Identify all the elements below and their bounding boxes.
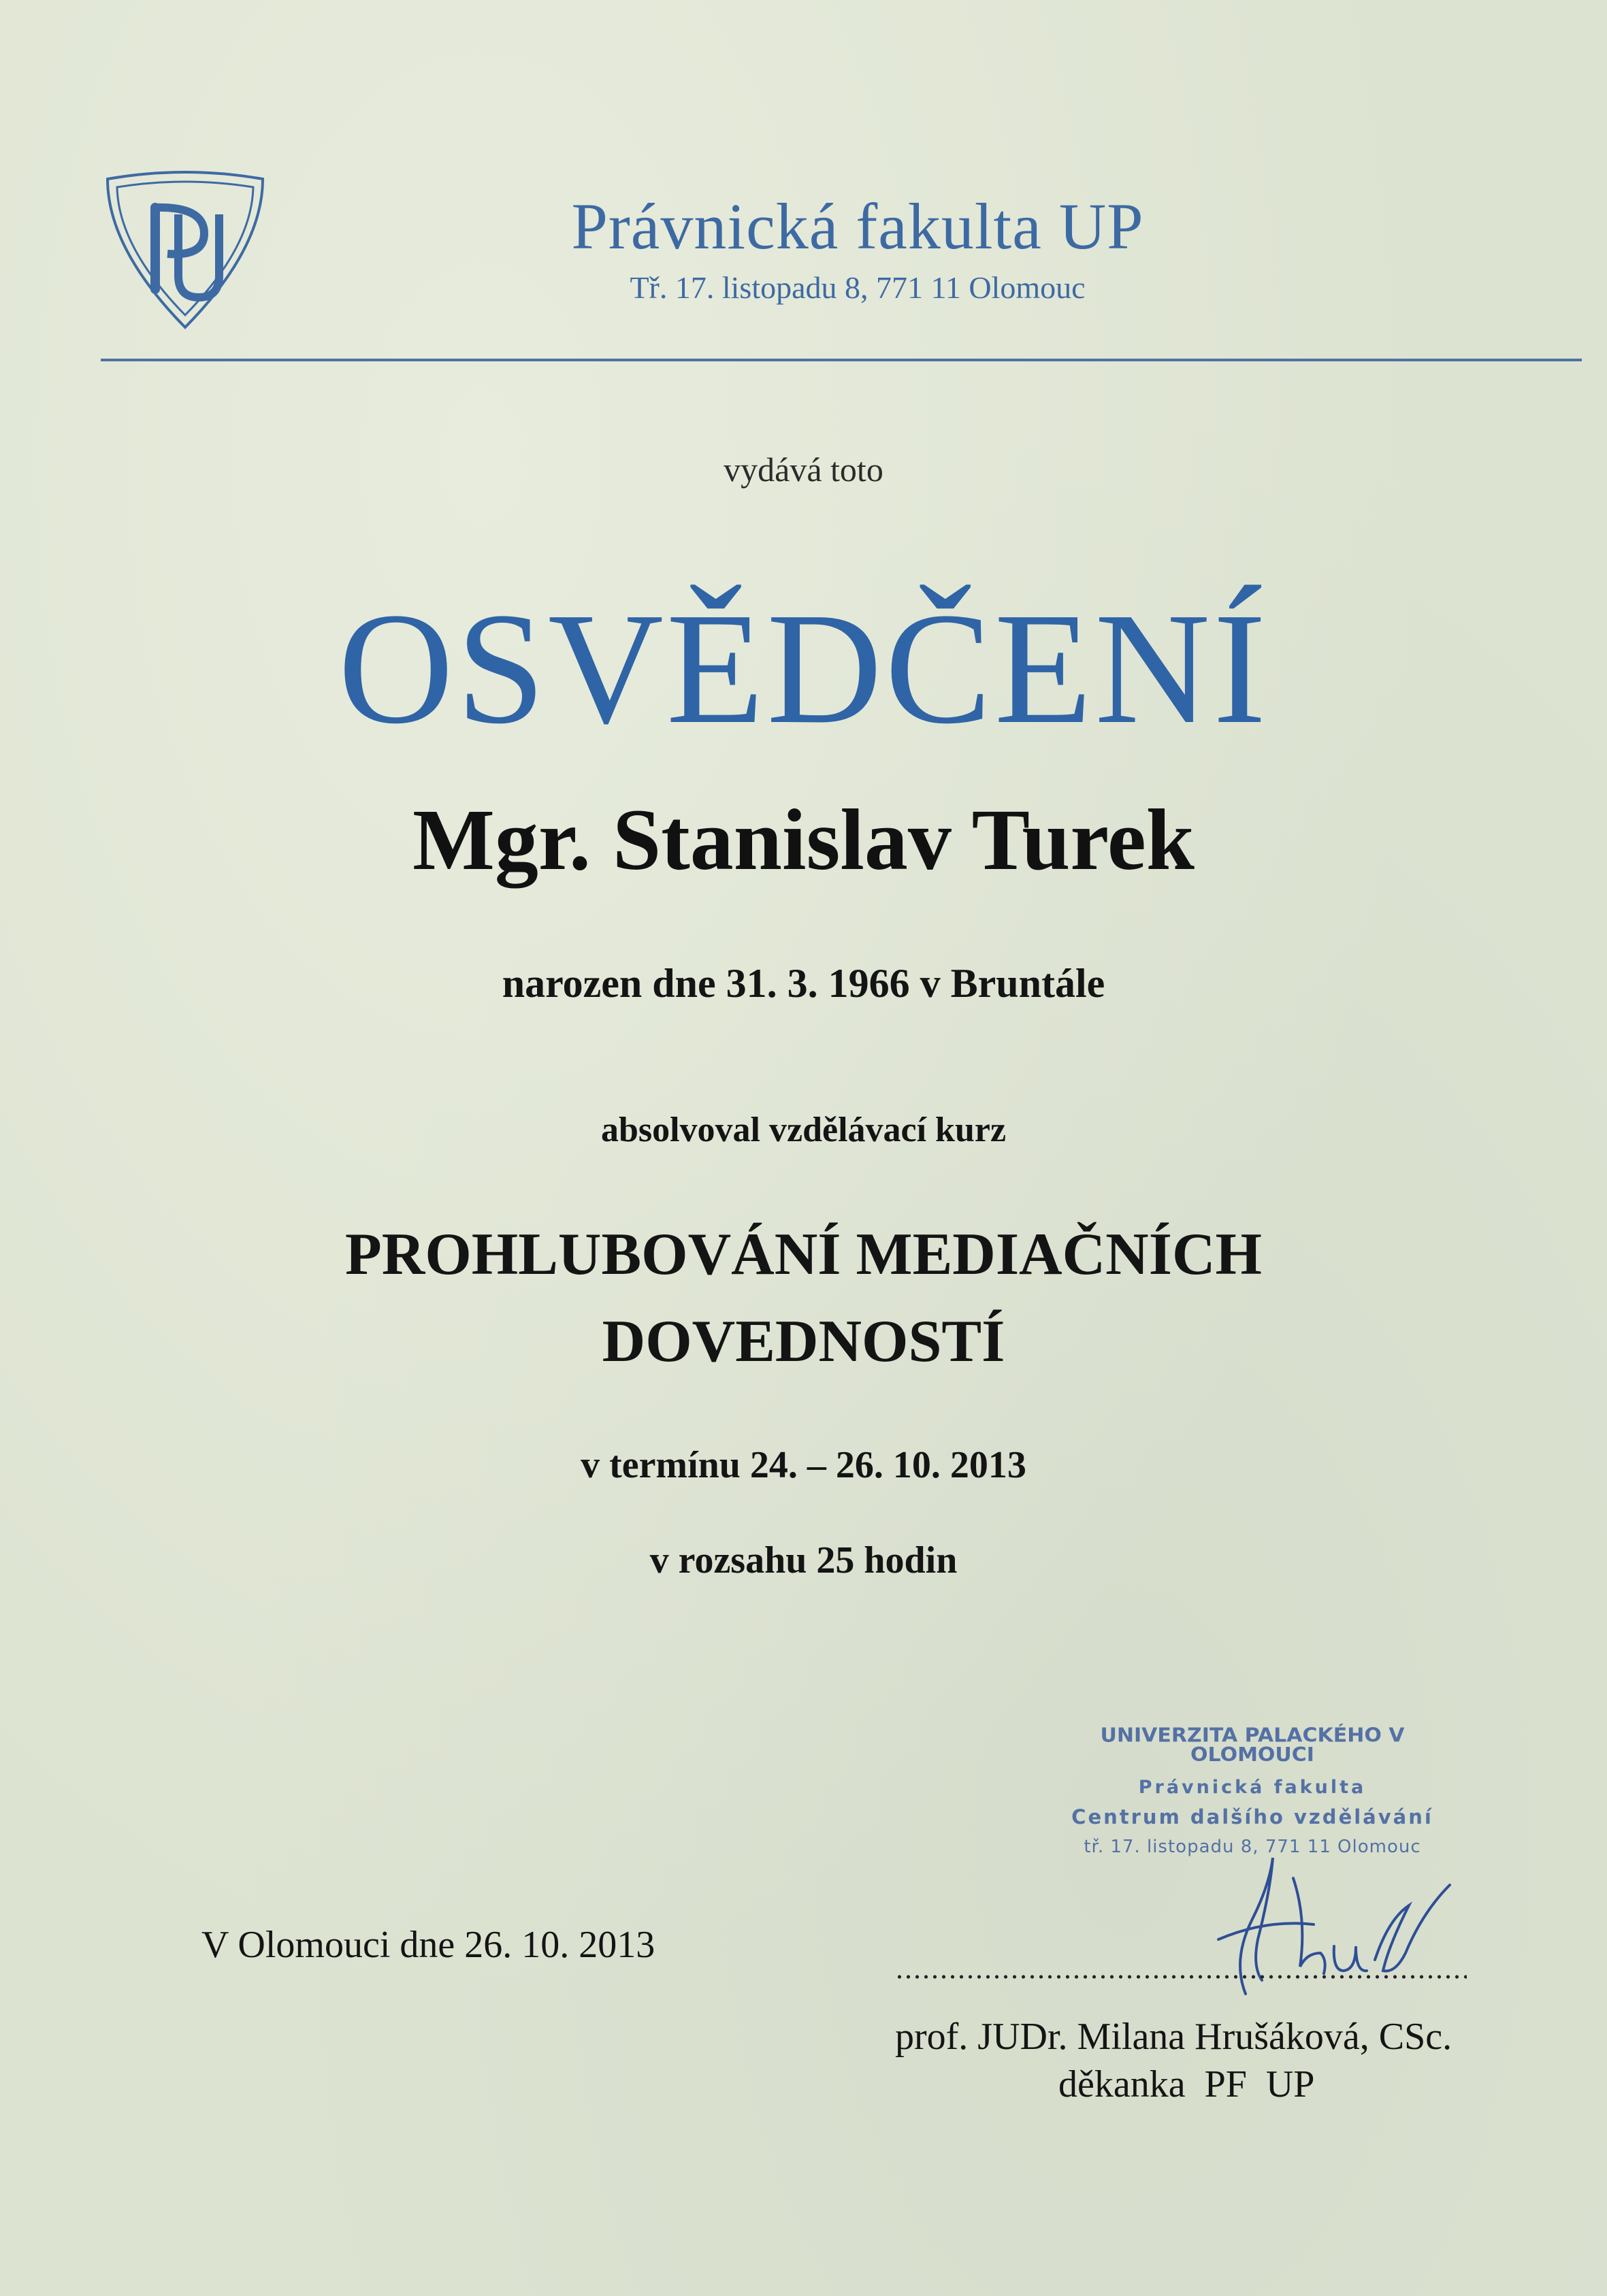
- institution-name: Právnická fakulta UP: [571, 190, 1144, 263]
- header-divider: [101, 359, 1582, 361]
- completion-text: absolvoval vzdělávací kurz: [600, 1111, 1007, 1149]
- birth-info: narozen dne 31. 3. 1966 v Bruntále: [502, 961, 1105, 1006]
- course-term: v termínu 24. – 26. 10. 2013: [581, 1444, 1026, 1486]
- signature-dotted-line: [895, 1973, 1467, 1980]
- intro-text: vydává toto: [724, 450, 883, 489]
- faculty-stamp: [1062, 1725, 1443, 1856]
- signer-name: prof. JUDr. Milana Hrušáková, CSc.: [895, 2016, 1452, 2058]
- signer-role: děkanka PF UP: [1058, 2063, 1315, 2105]
- recipient-name: Mgr. Stanislav Turek: [412, 791, 1195, 888]
- up-university-shield-icon: [102, 167, 269, 333]
- institution-address: Tř. 17. listopadu 8, 771 11 Olomouc: [630, 270, 1086, 305]
- stamp-line2: Právnická fakulta: [1138, 1777, 1367, 1798]
- stamp-line4: tř. 17. listopadu 8, 771 11 Olomouc: [1084, 1837, 1421, 1857]
- stamp-line1: UNIVERZITA PALACKÉHO V OLOMOUCI: [1100, 1724, 1405, 1767]
- course-title-line2: DOVEDNOSTÍ: [602, 1309, 1005, 1375]
- place-and-date: V Olomouci dne 26. 10. 2013: [201, 1924, 655, 1966]
- course-scope: v rozsahu 25 hodin: [649, 1539, 958, 1581]
- document-title: OSVĚDČENÍ: [338, 580, 1269, 757]
- course-title-line1: PROHLUBOVÁNÍ MEDIAČNÍCH: [345, 1221, 1262, 1288]
- stamp-line3: Centrum dalšího vzdělávání: [1071, 1805, 1433, 1828]
